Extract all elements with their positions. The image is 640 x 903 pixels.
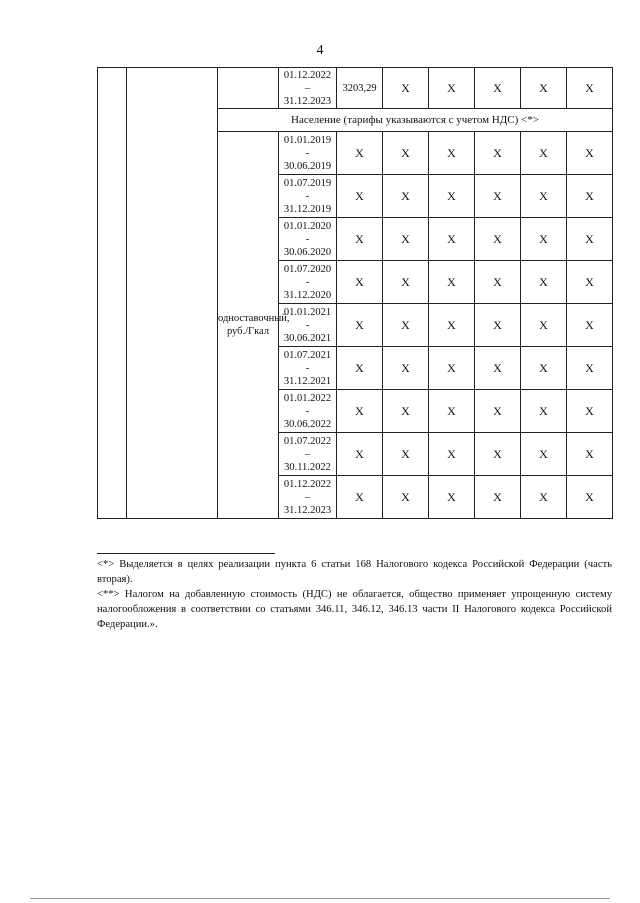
- mark-cell: X: [475, 390, 521, 433]
- section-header: Население (тарифы указываются с учетом НДС) <*>: [218, 109, 613, 132]
- period-end: 30.11.2022: [284, 461, 331, 473]
- mark-cell: X: [567, 132, 613, 175]
- mark-cell: X: [337, 476, 383, 519]
- empty-cell: [218, 68, 279, 109]
- mark-cell: X: [383, 218, 429, 261]
- period-dash: -: [305, 276, 310, 288]
- mark-cell: X: [521, 476, 567, 519]
- mark-cell: X: [429, 476, 475, 519]
- period-dash: -: [305, 233, 310, 245]
- footnote-2: <**> Налогом на добавленную стоимость (НДС) не облагается, общество применяет упрощенную систему налогообложения в соответствии со статьями 346.11, 346.12, 346.13 части II Налогового кодекса Российской Федерации.».: [97, 589, 612, 630]
- mark-cell: X: [383, 132, 429, 175]
- page-number: 4: [316, 43, 324, 58]
- mark-cell: X: [567, 304, 613, 347]
- mark-cell: X: [567, 390, 613, 433]
- tariff-table: [97, 67, 613, 519]
- bottom-edge-line: [30, 898, 610, 899]
- mark-cell: X: [429, 132, 475, 175]
- period-end: 30.06.2019: [283, 160, 332, 172]
- footnote-1: <*> Выделяется в целях реализации пункта 6 статьи 168 Налогового кодекса Российской Федерации (часть вторая).: [97, 559, 612, 585]
- mark-cell: X: [383, 433, 429, 476]
- mark-cell: X: [475, 433, 521, 476]
- mark-cell: X: [383, 390, 429, 433]
- period-end: 31.12.2020: [283, 289, 332, 301]
- period-start: 01.12.2022: [283, 69, 332, 81]
- mark-cell: X: [383, 68, 429, 109]
- mark-cell: X: [475, 347, 521, 390]
- mark-cell: X: [521, 218, 567, 261]
- mark-cell: X: [475, 304, 521, 347]
- period-cell: [279, 68, 337, 109]
- period-cell: [279, 218, 337, 261]
- mark-cell: X: [567, 68, 613, 109]
- period-dash: –: [304, 82, 311, 94]
- mark-cell: X: [475, 175, 521, 218]
- mark-cell: X: [429, 433, 475, 476]
- mark-cell: X: [521, 261, 567, 304]
- period-cell: [279, 347, 337, 390]
- mark-cell: X: [567, 175, 613, 218]
- mark-cell: X: [383, 261, 429, 304]
- period-dash: –: [304, 448, 311, 460]
- period-start: 01.01.2019: [283, 134, 332, 146]
- period-dash: -: [305, 190, 310, 202]
- period-cell: [279, 132, 337, 175]
- mark-cell: X: [429, 304, 475, 347]
- tariff-value: 3203,29: [337, 68, 383, 109]
- mark-cell: X: [383, 304, 429, 347]
- period-dash: -: [305, 319, 310, 331]
- period-start: 01.07.2020: [283, 263, 332, 275]
- mark-cell: X: [383, 347, 429, 390]
- mark-cell: X: [475, 132, 521, 175]
- mark-cell: X: [475, 476, 521, 519]
- mark-cell: X: [429, 390, 475, 433]
- period-cell: [279, 304, 337, 347]
- table-row: [98, 68, 613, 109]
- period-start: 01.01.2022: [283, 392, 332, 404]
- mark-cell: X: [475, 261, 521, 304]
- period-cell: [279, 476, 337, 519]
- period-cell: [279, 175, 337, 218]
- mark-cell: X: [567, 347, 613, 390]
- period-cell: [279, 261, 337, 304]
- mark-cell: X: [337, 175, 383, 218]
- mark-cell: X: [567, 261, 613, 304]
- mark-cell: X: [429, 175, 475, 218]
- mark-cell: X: [521, 304, 567, 347]
- mark-cell: X: [567, 476, 613, 519]
- period-end: 30.06.2020: [283, 246, 332, 258]
- mark-cell: X: [429, 218, 475, 261]
- period-start: 01.07.2021: [283, 349, 332, 361]
- mark-cell: X: [521, 433, 567, 476]
- mark-cell: X: [521, 68, 567, 109]
- mark-cell: X: [521, 390, 567, 433]
- period-end: 30.06.2022: [283, 418, 332, 430]
- period-dash: -: [305, 147, 310, 159]
- mark-cell: X: [337, 390, 383, 433]
- mark-cell: X: [429, 68, 475, 109]
- mark-cell: X: [337, 304, 383, 347]
- footnote-divider: [97, 553, 275, 554]
- mark-cell: X: [337, 433, 383, 476]
- period-dash: -: [305, 362, 310, 374]
- mark-cell: X: [567, 218, 613, 261]
- period-end: 31.12.2023: [283, 95, 332, 107]
- mark-cell: X: [337, 261, 383, 304]
- period-start: 01.01.2021: [283, 306, 332, 318]
- mark-cell: X: [383, 175, 429, 218]
- mark-cell: X: [429, 347, 475, 390]
- mark-cell: X: [475, 218, 521, 261]
- mark-cell: X: [337, 132, 383, 175]
- mark-cell: X: [521, 347, 567, 390]
- empty-cell: [127, 68, 218, 519]
- period-end: 31.12.2019: [283, 203, 332, 215]
- period-end: 30.06.2021: [283, 332, 332, 344]
- mark-cell: X: [521, 175, 567, 218]
- footnotes: [97, 557, 612, 632]
- period-dash: –: [304, 491, 311, 503]
- unit-label: одноставочный, руб./Гкал: [218, 132, 279, 519]
- mark-cell: X: [475, 68, 521, 109]
- period-dash: -: [305, 405, 310, 417]
- mark-cell: X: [429, 261, 475, 304]
- mark-cell: X: [337, 347, 383, 390]
- period-start: 01.01.2020: [283, 220, 332, 232]
- mark-cell: X: [383, 476, 429, 519]
- period-end: 31.12.2021: [283, 375, 332, 387]
- mark-cell: X: [337, 218, 383, 261]
- mark-cell: X: [567, 433, 613, 476]
- period-start: 01.07.2022: [283, 435, 332, 447]
- period-cell: [279, 433, 337, 476]
- empty-cell: [98, 68, 127, 519]
- period-end: 31.12.2023: [283, 504, 332, 516]
- mark-cell: X: [521, 132, 567, 175]
- period-start: 01.12.2022: [283, 478, 332, 490]
- period-start: 01.07.2019: [283, 177, 332, 189]
- period-cell: [279, 390, 337, 433]
